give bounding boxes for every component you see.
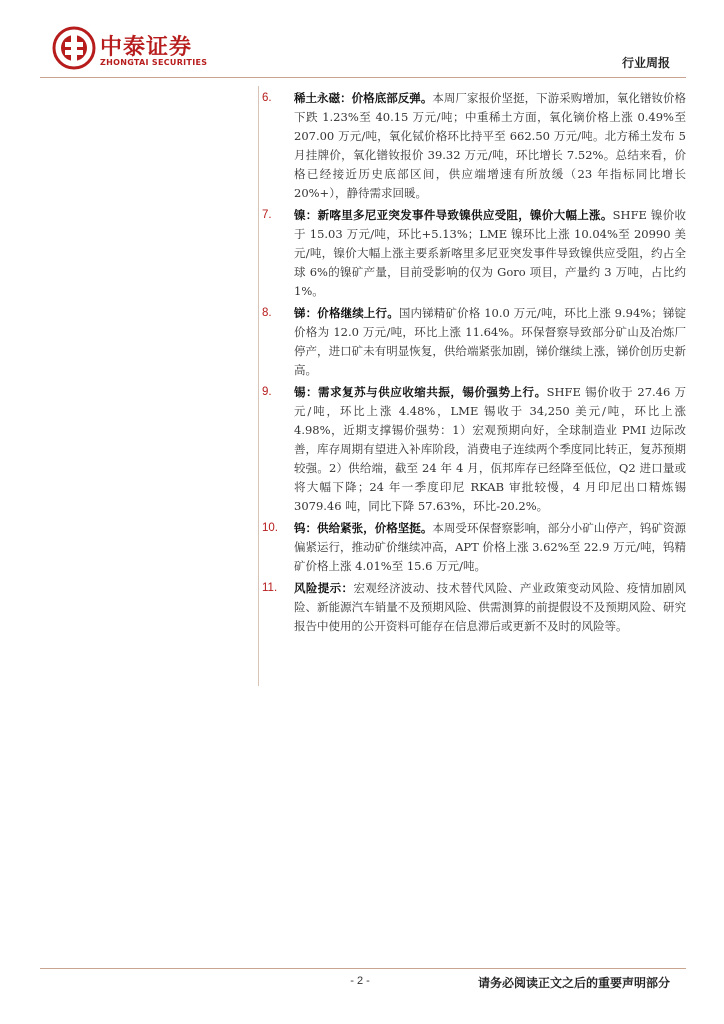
item-number: 6. bbox=[262, 92, 272, 104]
page-number: - 2 - bbox=[350, 975, 370, 987]
report-type: 行业周报 bbox=[621, 56, 670, 70]
item-paragraph bbox=[294, 383, 686, 516]
disclaimer-note: 请务必阅读正文之后的重要声明部分 bbox=[477, 976, 670, 990]
list-item bbox=[262, 519, 686, 576]
item-number: 8. bbox=[262, 307, 272, 319]
brand-name-cn: 中泰证券 bbox=[100, 35, 193, 60]
item-body: SHFE 锡价收于 27.46 万元/吨，环比上涨 4.48%，LME 锡收于 34,250 美元/吨，环比上涨 4.98%，近期支撑锡价强势：1）宏观预期向好，全球制造业 PMI 边际改善，库存周期有望进入补库阶段，消费电子连续两个季度同比转正，复苏预期较强。2）供给端，截至 24 年 4 月，佤邦库存已经降至低位，Q2 进口量或将大幅下降；24 年一季度印尼 RKAB 审批较慢，4 月印尼出口精炼锡 3079.46 吨，同比下降 57.63%，环比-20.2%。 bbox=[294, 385, 687, 513]
item-paragraph bbox=[294, 519, 686, 576]
footer-divider bbox=[40, 968, 686, 969]
company-logo bbox=[52, 26, 242, 72]
item-heading: 风险提示： bbox=[294, 581, 354, 595]
item-paragraph bbox=[294, 579, 686, 636]
list-item bbox=[262, 89, 686, 203]
header-divider bbox=[40, 77, 686, 78]
item-body: SHFE 镍价收于 15.03 万元/吨，环比+5.13%；LME 镍环比上涨 10.04%至 20990 美元/吨，镍价大幅上涨主要系新喀里多尼亚突发事件导致镍供应受阻，约占全球 6%的镍矿产量，目前受影响的仅为 Goro 项目，产量约 3 万吨，占比约 1%。 bbox=[294, 208, 686, 298]
item-number: 9. bbox=[262, 386, 272, 398]
list-item bbox=[262, 579, 686, 636]
list-item bbox=[262, 206, 686, 301]
item-heading: 钨：供给紧张，价格坚挺。 bbox=[294, 521, 433, 535]
column-rule bbox=[258, 86, 259, 686]
brand-name-en: ZHONGTAI SECURITIES bbox=[100, 58, 208, 67]
main-content bbox=[262, 89, 686, 639]
item-paragraph bbox=[294, 206, 686, 301]
item-heading: 镍：新喀里多尼亚突发事件导致镍供应受阻，镍价大幅上涨。 bbox=[294, 208, 613, 222]
item-number: 11. bbox=[262, 582, 278, 594]
item-number: 7. bbox=[262, 209, 272, 221]
item-number: 10. bbox=[262, 522, 278, 534]
item-heading: 稀土永磁：价格底部反弹。 bbox=[294, 91, 433, 105]
item-paragraph bbox=[294, 89, 686, 203]
item-heading: 锡：需求复苏与供应收缩共振，锡价强势上行。 bbox=[294, 385, 547, 399]
item-body: 国内锑精矿价格 10.0 万元/吨，环比上涨 9.94%；锑锭价格为 12.0 万元/吨，环比上涨 11.64%。环保督察导致部分矿山及冶炼厂停产，进口矿未有明显恢复，供给端紧张加剧，锑价继续上涨，锑价创历史新高。 bbox=[294, 306, 686, 377]
list-item bbox=[262, 383, 686, 516]
item-body: 本周厂家报价坚挺，下游采购增加，氧化镨钕价格下跌 1.23%至 40.15 万元/吨；中重稀土方面，氧化镝价格上涨 0.49%至 207.00 万元/吨，氧化铽价格环比持平至 662.50 万元/吨。北方稀土发布 5 月挂牌价，氧化镨钕报价 39.32 万元/吨，环比增长 7.52%。总结来看，价格已经接近历史底部区间，供应端增速有所放缓（23 年指标同比增长 20%+），静待需求回暖。 bbox=[294, 91, 687, 200]
list-item bbox=[262, 304, 686, 380]
item-body: 宏观经济波动、技术替代风险、产业政策变动风险、疫情加剧风险、新能源汽车销量不及预期风险、供需测算的前提假设不及预期风险、研究报告中使用的公开资料可能存在信息滞后或更新不及时的风险等。 bbox=[294, 581, 686, 633]
item-body: 本周受环保督察影响，部分小矿山停产，钨矿资源偏紧运行，推动矿价继续冲高，APT 价格上涨 3.62%至 22.9 万元/吨，钨精矿价格上涨 4.01%至 15.6 万元/吨。 bbox=[294, 521, 687, 573]
item-heading: 锑：价格继续上行。 bbox=[294, 306, 399, 320]
zhongtai-logo-icon bbox=[52, 26, 96, 70]
item-paragraph bbox=[294, 304, 686, 380]
